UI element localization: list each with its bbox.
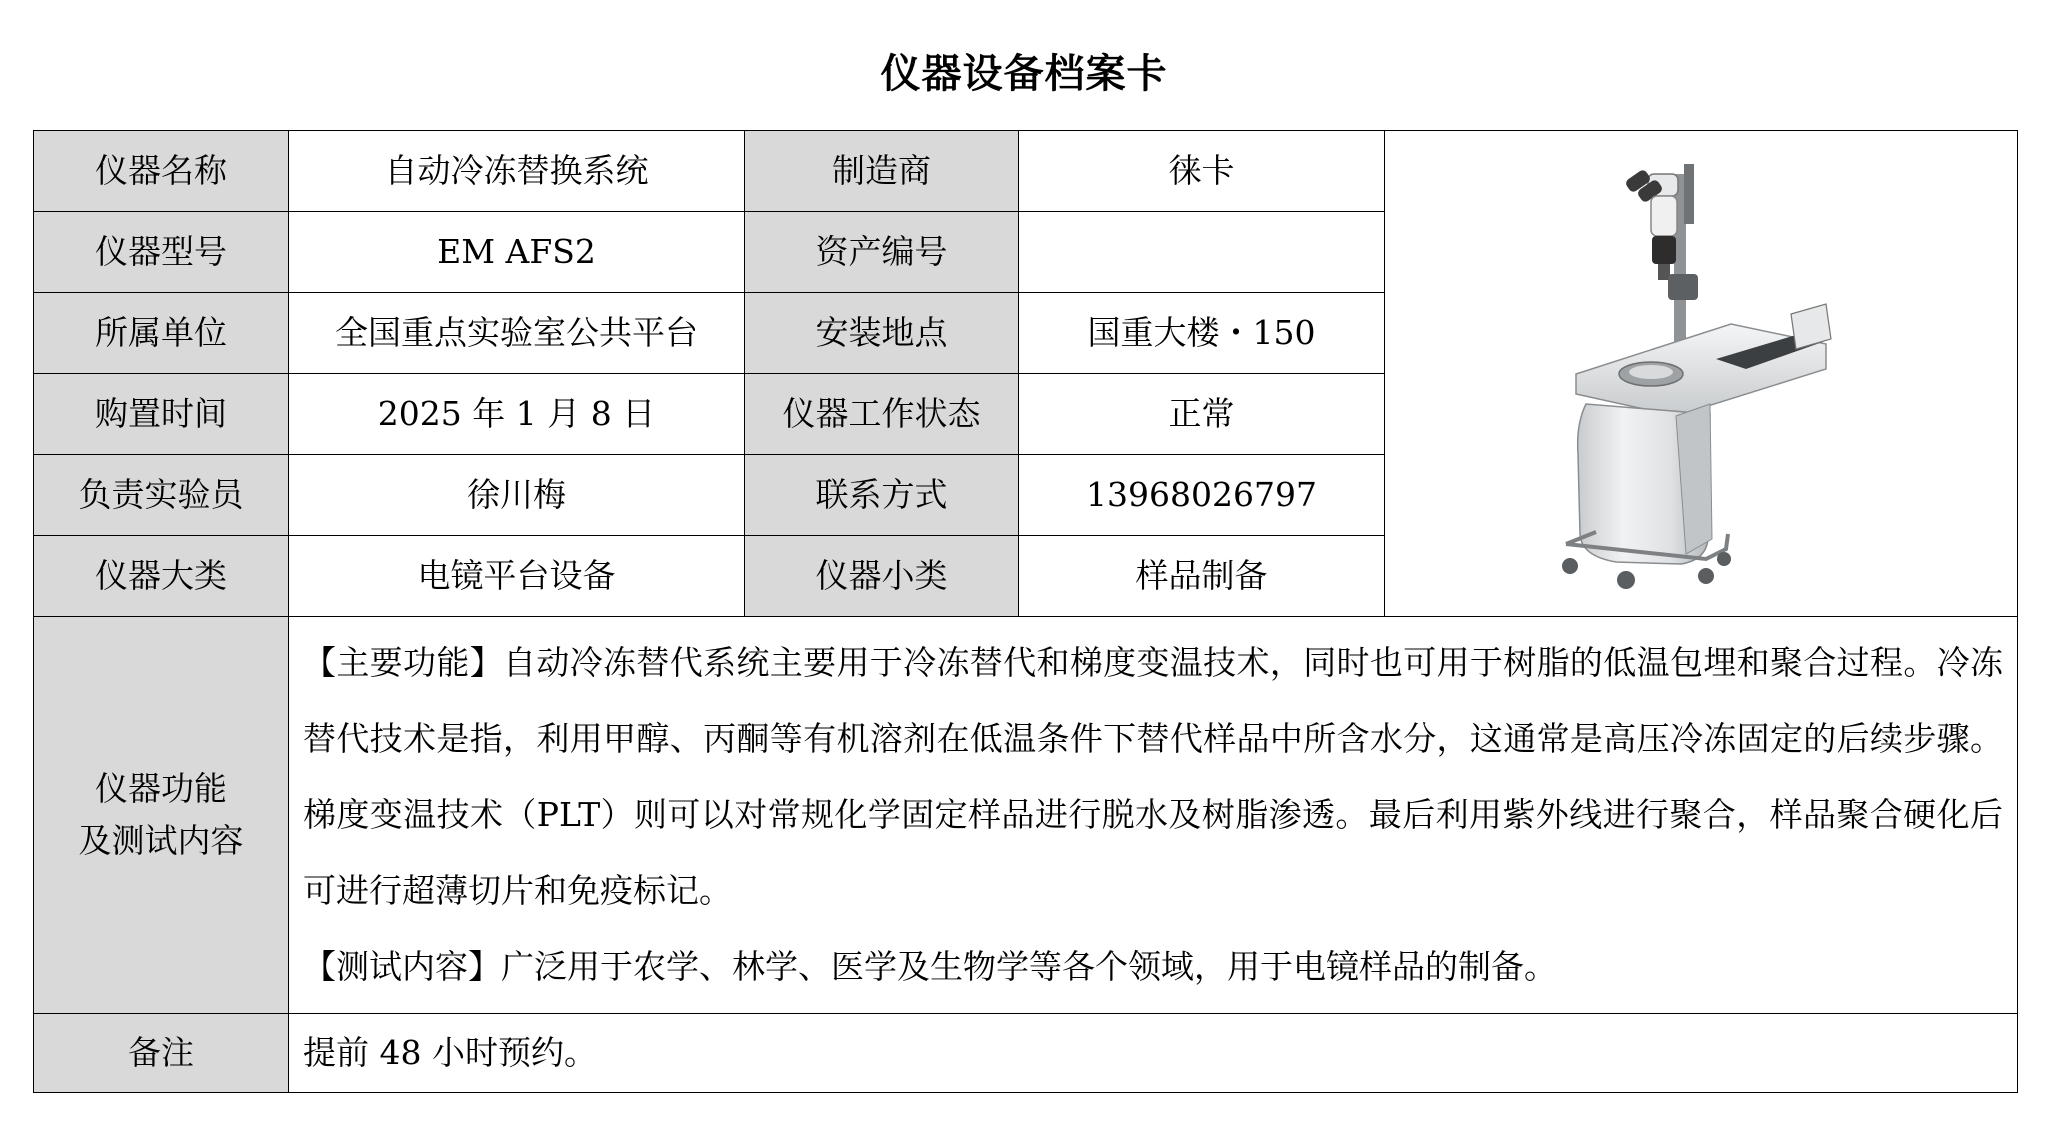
department-value: 全国重点实验室公共平台 <box>289 293 745 374</box>
instrument-name-label: 仪器名称 <box>34 131 289 212</box>
asset-number-label: 资产编号 <box>745 212 1019 293</box>
page-title: 仪器设备档案卡 <box>880 51 1168 97</box>
purchase-date-value: 2025 年 1 月 8 日 <box>289 374 745 455</box>
instrument-photo-image <box>1556 154 1846 594</box>
main-function-text: 【主要功能】自动冷冻替代系统主要用于冷冻替代和梯度变温技术，同时也可用于树脂的低温包埋和聚合过程。冷冻替代技术是指，利用甲醇、丙酮等有机溶剂在低温条件下替代样品中所含水分，这通常是高压冷冻固定的后续步骤。梯度变温技术（PLT）则可以对常规化学固定样品进行脱水及树脂渗透。最后利用紫外线进行聚合，样品聚合硬化后可进行超薄切片和免疫标记。 <box>303 643 2003 910</box>
purchase-date-label: 购置时间 <box>34 374 289 455</box>
major-category-value: 电镜平台设备 <box>289 536 745 617</box>
remark-label: 备注 <box>34 1014 289 1093</box>
department-label: 所属单位 <box>34 293 289 374</box>
asset-number-value <box>1019 212 1385 293</box>
instrument-photo-cell <box>1385 131 2018 617</box>
instrument-model-label: 仪器型号 <box>34 212 289 293</box>
function-label <box>34 617 289 1014</box>
function-label-line2: 及测试内容 <box>78 821 244 860</box>
function-label-line1: 仪器功能 <box>95 769 227 808</box>
table-row <box>34 131 2018 212</box>
minor-category-label: 仪器小类 <box>745 536 1019 617</box>
table-row <box>34 1014 2018 1093</box>
equipment-card-table <box>33 130 2018 1093</box>
technician-label: 负责实验员 <box>34 455 289 536</box>
remark-value: 提前 48 小时预约。 <box>289 1014 2018 1093</box>
minor-category-value: 样品制备 <box>1019 536 1385 617</box>
working-status-value: 正常 <box>1019 374 1385 455</box>
manufacturer-value: 徕卡 <box>1019 131 1385 212</box>
location-value: 国重大楼・150 <box>1019 293 1385 374</box>
location-label: 安装地点 <box>745 293 1019 374</box>
table-row <box>34 617 2018 1014</box>
manufacturer-label: 制造商 <box>745 131 1019 212</box>
instrument-model-value: EM AFS2 <box>289 212 745 293</box>
major-category-label: 仪器大类 <box>34 536 289 617</box>
function-content-cell <box>289 617 2018 1014</box>
technician-value: 徐川梅 <box>289 455 745 536</box>
working-status-label: 仪器工作状态 <box>745 374 1019 455</box>
instrument-name-value: 自动冷冻替换系统 <box>289 131 745 212</box>
contact-value: 13968026797 <box>1019 455 1385 536</box>
test-content-text: 【测试内容】广泛用于农学、林学、医学及生物学等各个领域，用于电镜样品的制备。 <box>303 947 1557 986</box>
contact-label: 联系方式 <box>745 455 1019 536</box>
